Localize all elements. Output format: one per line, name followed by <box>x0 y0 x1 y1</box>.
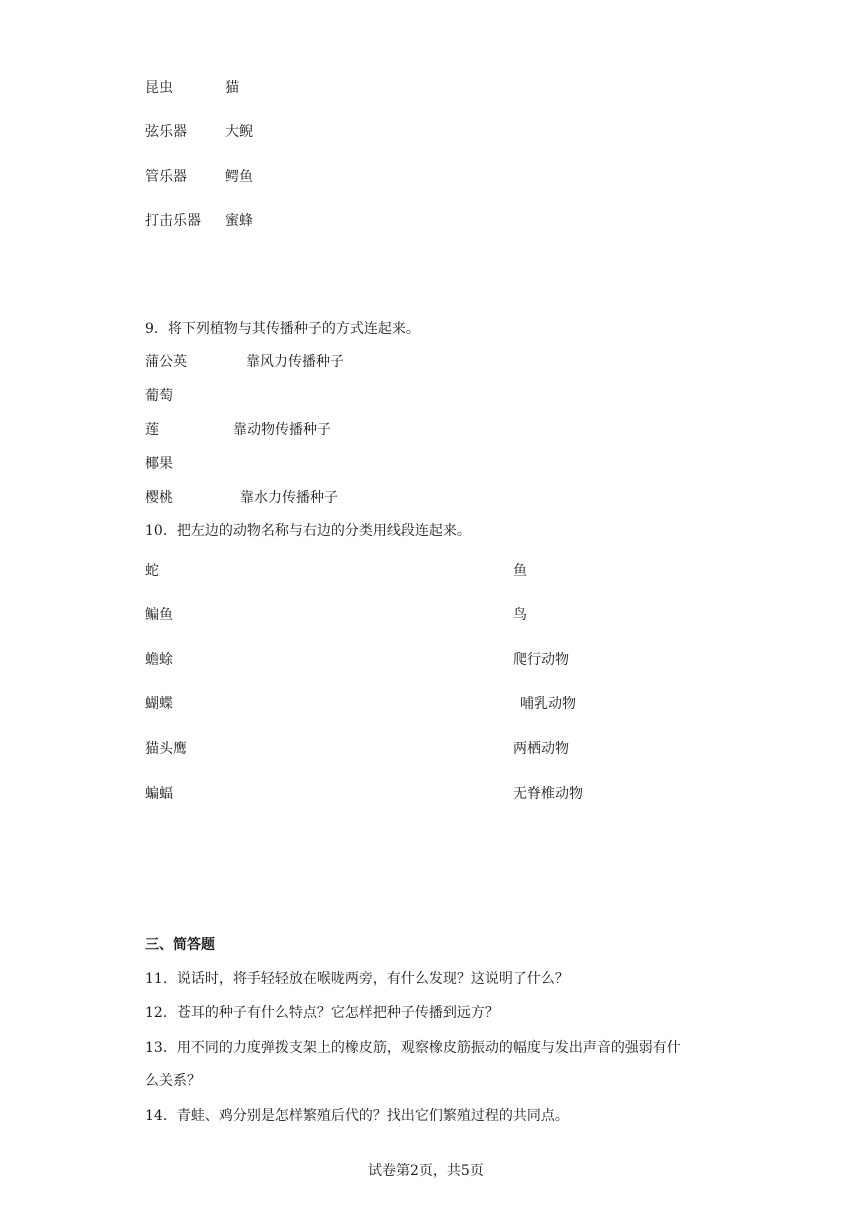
q9-plant-4: 椰果 <box>145 456 173 472</box>
question-12: 12．苍耳的种子有什么特点？它怎样把种子传播到远方？ <box>145 1005 499 1021</box>
q10-animal-3: 蟾蜍 <box>145 652 173 668</box>
match-left-3: 管乐器 <box>145 169 187 185</box>
match-right-2: 大鲵 <box>225 124 253 140</box>
q10-category-4: 哺乳动物 <box>520 696 576 712</box>
match-left-2: 弦乐器 <box>145 124 187 140</box>
q10-category-1: 鱼 <box>513 563 527 579</box>
question-9-stem: 9．将下列植物与其传播种子的方式连起来。 <box>145 321 420 337</box>
q10-category-2: 鸟 <box>513 607 527 623</box>
question-11: 11．说话时，将手轻轻放在喉咙两旁，有什么发现？这说明了什么？ <box>145 971 569 987</box>
q10-category-5: 两栖动物 <box>513 741 569 757</box>
match-left-4: 打击乐器 <box>145 213 201 229</box>
q9-method-2: 靠动物传播种子 <box>233 422 331 438</box>
q10-animal-2: 鳊鱼 <box>145 607 173 623</box>
q10-animal-5: 猫头鹰 <box>145 741 187 757</box>
match-right-1: 猫 <box>225 80 239 96</box>
match-left-1: 昆虫 <box>145 80 173 96</box>
match-right-3: 鳄鱼 <box>225 169 253 185</box>
match-right-4: 蜜蜂 <box>225 213 253 229</box>
q9-method-1: 靠风力传播种子 <box>246 354 344 370</box>
question-13-line-2: 么关系？ <box>145 1073 201 1089</box>
q9-plant-5: 樱桃 <box>145 490 173 506</box>
question-13-line-1: 13．用不同的力度弹拨支架上的橡皮筋，观察橡皮筋振动的幅度与发出声音的强弱有什 <box>145 1040 681 1056</box>
q10-animal-4: 蝴蝶 <box>145 696 173 712</box>
q9-plant-3: 莲 <box>145 422 159 438</box>
question-14: 14．青蛙、鸡分别是怎样繁殖后代的？找出它们繁殖过程的共同点。 <box>145 1108 569 1124</box>
page-footer: 试卷第2页，共5页 <box>368 1163 484 1179</box>
q9-method-3: 靠水力传播种子 <box>240 490 338 506</box>
q10-category-6: 无脊椎动物 <box>513 786 583 802</box>
q9-plant-1: 蒲公英 <box>145 354 187 370</box>
q10-category-3: 爬行动物 <box>513 652 569 668</box>
q10-animal-1: 蛇 <box>145 563 159 579</box>
q9-plant-2: 葡萄 <box>145 388 173 404</box>
question-10-stem: 10．把左边的动物名称与右边的分类用线段连起来。 <box>145 523 471 539</box>
q10-animal-6: 蝙蝠 <box>145 786 173 802</box>
section-3-heading: 三、简答题 <box>145 937 215 953</box>
